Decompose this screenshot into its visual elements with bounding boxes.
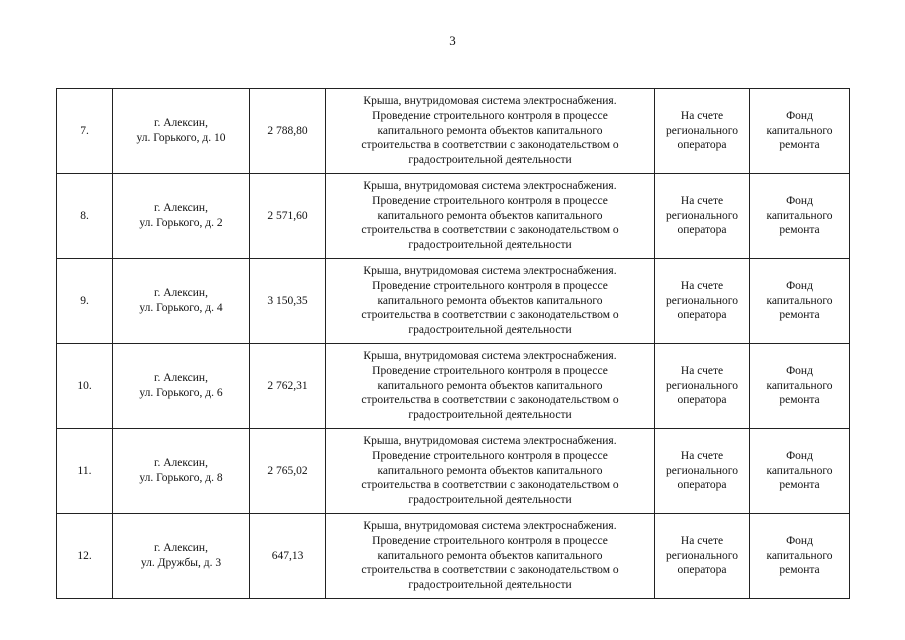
fund-line: капитального: [766, 464, 833, 477]
fund-line: Фонд: [786, 449, 813, 462]
area-value: 3 150,35: [267, 294, 308, 307]
fund-line: капитального: [766, 209, 833, 222]
work-description-line: капитального ремонта объектов капитального: [377, 549, 603, 562]
account-line: регионального: [666, 464, 738, 477]
address-street: ул. Горького, д. 4: [139, 302, 223, 314]
address-city: г. Алексин,: [154, 457, 208, 470]
row-number: 9.: [80, 294, 89, 307]
fund-cell: [750, 259, 850, 344]
area-cell: [250, 429, 326, 514]
work-description-line: Крыша, внутридомовая система электроснабжения.: [363, 435, 617, 447]
address-street: ул. Горького, д. 6: [139, 387, 223, 399]
address-city: г. Алексин,: [154, 117, 208, 130]
table-row: [57, 89, 850, 174]
table-row: [57, 259, 850, 344]
account-line: регионального: [666, 549, 738, 562]
work-description-line: Крыша, внутридомовая система электроснабжения.: [363, 350, 617, 362]
work-description-line: Крыша, внутридомовая система электроснабжения.: [363, 520, 617, 532]
table-row: [57, 514, 850, 599]
work-description-line: строительства в соответствии с законодательством о: [361, 224, 619, 237]
account-line: оператора: [677, 139, 727, 152]
fund-line: капитального: [766, 294, 833, 307]
address-city: г. Алексин,: [154, 372, 208, 385]
row-number-cell: [57, 344, 113, 429]
fund-line: ремонта: [779, 224, 820, 237]
work-description-line: Крыша, внутридомовая система электроснабжения.: [363, 180, 617, 192]
work-description-line: строительства в соответствии с законодательством о: [361, 309, 619, 322]
row-number-cell: [57, 89, 113, 174]
address-cell: [113, 514, 250, 599]
work-description-line: Проведение строительного контроля в процессе: [372, 279, 608, 292]
fund-line: ремонта: [779, 564, 820, 577]
area-cell: [250, 344, 326, 429]
row-number-cell: [57, 514, 113, 599]
work-description-line: Проведение строительного контроля в процессе: [372, 109, 608, 122]
fund-cell: [750, 89, 850, 174]
fund-cell: [750, 429, 850, 514]
account-line: На счете: [680, 364, 724, 377]
address-street: ул. Дружбы, д. 3: [140, 557, 222, 569]
work-description-line: Проведение строительного контроля в процессе: [372, 194, 608, 207]
row-number-cell: [57, 259, 113, 344]
area-value: 2 571,60: [267, 209, 308, 222]
work-description-line: Крыша, внутридомовая система электроснабжения.: [363, 265, 617, 277]
work-description-cell: [326, 429, 655, 514]
account-line: регионального: [666, 379, 738, 392]
row-number: 8.: [80, 209, 89, 222]
row-number: 11.: [77, 464, 92, 477]
account-line: оператора: [677, 309, 727, 322]
address-street: ул. Горького, д. 2: [139, 217, 223, 229]
repair-program-table: [56, 88, 850, 599]
fund-line: капитального: [766, 549, 833, 562]
area-cell: [250, 89, 326, 174]
account-line: регионального: [666, 294, 738, 307]
account-line: оператора: [677, 564, 727, 577]
work-description-line: строительства в соответствии с законодательством о: [361, 139, 619, 152]
fund-line: ремонта: [779, 309, 820, 322]
account-cell: [655, 89, 750, 174]
fund-line: Фонд: [786, 109, 813, 122]
area-value: 647,13: [271, 549, 304, 562]
row-number: 12.: [77, 549, 92, 562]
fund-line: ремонта: [779, 139, 820, 152]
address-cell: [113, 429, 250, 514]
work-description-line: Проведение строительного контроля в процессе: [372, 449, 608, 462]
work-description-cell: [326, 259, 655, 344]
work-description-cell: [326, 89, 655, 174]
address-cell: [113, 174, 250, 259]
account-line: На счете: [680, 449, 724, 462]
work-description-line: капитального ремонта объектов капитального: [377, 124, 603, 137]
address-city: г. Алексин,: [154, 202, 208, 215]
address-cell: [113, 259, 250, 344]
account-cell: [655, 344, 750, 429]
account-line: оператора: [677, 479, 727, 492]
account-line: регионального: [666, 124, 738, 137]
table-body: [57, 89, 850, 599]
account-line: оператора: [677, 224, 727, 237]
fund-line: ремонта: [779, 394, 820, 407]
address-city: г. Алексин,: [154, 287, 208, 300]
row-number: 7.: [80, 124, 89, 137]
address-cell: [113, 344, 250, 429]
account-cell: [655, 429, 750, 514]
account-cell: [655, 514, 750, 599]
address-city: г. Алексин,: [154, 542, 208, 555]
fund-line: Фонд: [786, 534, 813, 547]
account-cell: [655, 259, 750, 344]
work-description-line: строительства в соответствии с законодательством о: [361, 479, 619, 492]
account-cell: [655, 174, 750, 259]
fund-line: ремонта: [779, 479, 820, 492]
work-description-cell: [326, 174, 655, 259]
account-line: На счете: [680, 534, 724, 547]
work-description-line: градостроительной деятельности: [408, 579, 572, 592]
work-description-line: капитального ремонта объектов капитального: [377, 209, 603, 222]
row-number-cell: [57, 429, 113, 514]
work-description-line: капитального ремонта объектов капитального: [377, 379, 603, 392]
account-line: На счете: [680, 109, 724, 122]
area-cell: [250, 514, 326, 599]
area-value: 2 765,02: [267, 464, 308, 477]
account-line: На счете: [680, 279, 724, 292]
work-description-line: градостроительной деятельности: [408, 409, 572, 422]
account-line: оператора: [677, 394, 727, 407]
fund-line: Фонд: [786, 364, 813, 377]
work-description-line: градостроительной деятельности: [408, 239, 572, 252]
work-description-line: капитального ремонта объектов капитального: [377, 464, 603, 477]
account-line: регионального: [666, 209, 738, 222]
table-row: [57, 344, 850, 429]
address-cell: [113, 89, 250, 174]
work-description-line: строительства в соответствии с законодательством о: [361, 394, 619, 407]
fund-line: Фонд: [786, 194, 813, 207]
page-number: 3: [449, 33, 456, 48]
work-description-line: строительства в соответствии с законодательством о: [361, 564, 619, 577]
address-street: ул. Горького, д. 8: [139, 472, 223, 484]
work-description-line: градостроительной деятельности: [408, 494, 572, 507]
account-line: На счете: [680, 194, 724, 207]
area-cell: [250, 259, 326, 344]
fund-line: Фонд: [786, 279, 813, 292]
work-description-line: Проведение строительного контроля в процессе: [372, 534, 608, 547]
work-description-line: Проведение строительного контроля в процессе: [372, 364, 608, 377]
address-street: ул. Горького, д. 10: [136, 132, 226, 144]
work-description-line: градостроительной деятельности: [408, 154, 572, 167]
table-row: [57, 429, 850, 514]
row-number-cell: [57, 174, 113, 259]
fund-cell: [750, 344, 850, 429]
work-description-line: градостроительной деятельности: [408, 324, 572, 337]
area-value: 2 788,80: [267, 124, 308, 137]
work-description-line: Крыша, внутридомовая система электроснабжения.: [363, 95, 617, 107]
area-value: 2 762,31: [267, 379, 308, 392]
row-number: 10.: [77, 379, 92, 392]
fund-line: капитального: [766, 379, 833, 392]
work-description-cell: [326, 344, 655, 429]
area-cell: [250, 174, 326, 259]
work-description-cell: [326, 514, 655, 599]
work-description-line: капитального ремонта объектов капитального: [377, 294, 603, 307]
table-row: [57, 174, 850, 259]
fund-line: капитального: [766, 124, 833, 137]
fund-cell: [750, 514, 850, 599]
fund-cell: [750, 174, 850, 259]
